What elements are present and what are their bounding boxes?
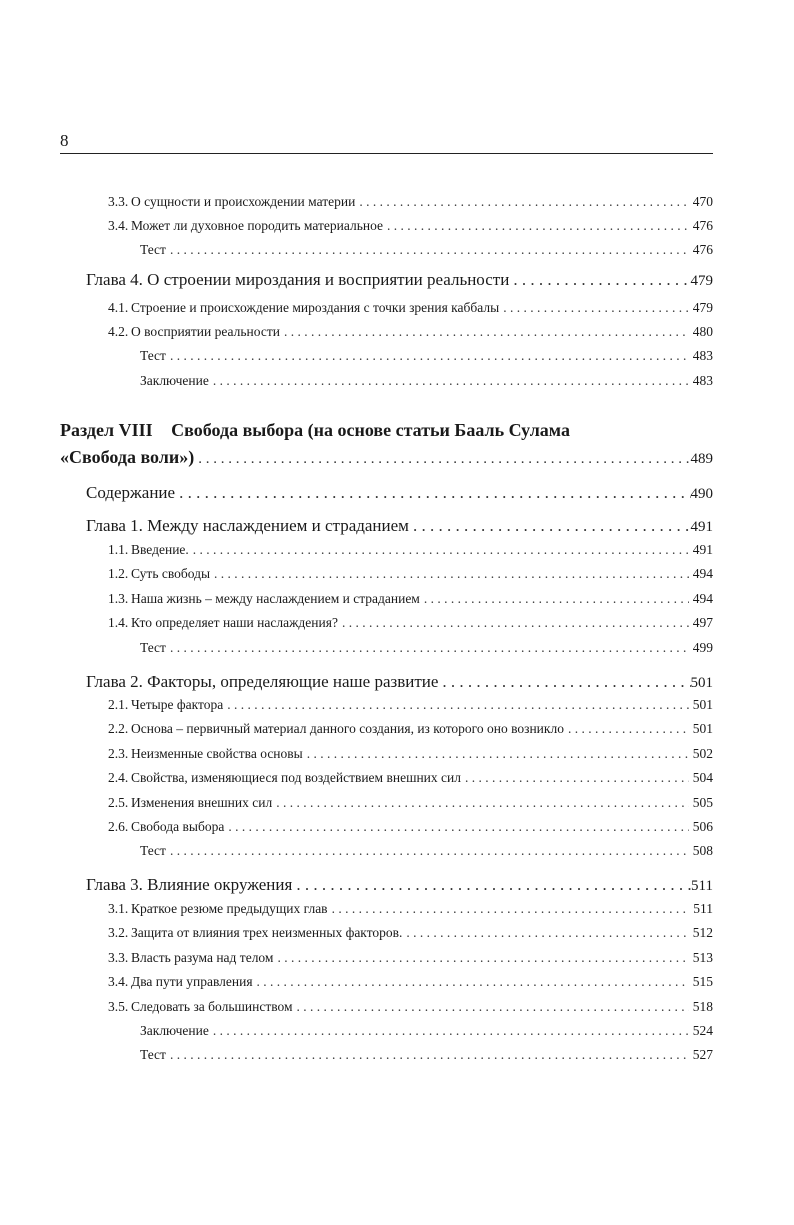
leader-dots [424, 591, 689, 607]
leader-dots [568, 721, 689, 737]
toc-entry[interactable] [108, 925, 713, 945]
entry-number: 1.1. [108, 542, 129, 557]
entry-number: 2.2. [108, 721, 129, 736]
leader-dots [307, 746, 689, 762]
leader-dots [296, 875, 691, 895]
entry-title: Заключение [140, 373, 209, 388]
toc-entry[interactable] [140, 843, 713, 863]
toc-entry[interactable] [108, 218, 713, 238]
toc-entry[interactable] [140, 242, 713, 262]
leader-dots [342, 615, 689, 631]
contents-title: Содержание [86, 483, 176, 502]
leader-dots [284, 324, 689, 340]
leader-dots [297, 999, 689, 1015]
chapter-title: Глава 4. О строении мироздания и восприятии реальности [86, 270, 510, 289]
entry-page: 508 [692, 843, 713, 858]
entry-title: Краткое резюме предыдущих глав [131, 901, 328, 916]
entry-page: 501 [692, 721, 713, 736]
entry-page: 513 [692, 950, 713, 965]
leader-dots [170, 348, 689, 364]
entry-page: 483 [692, 373, 713, 388]
entry-title: Суть свободы [131, 566, 211, 581]
entry-page: 476 [692, 218, 713, 233]
toc-entry[interactable] [108, 974, 713, 994]
entry-number: 2.4. [108, 770, 129, 785]
entry-title: Четыре фактора [131, 697, 224, 712]
leader-dots [442, 672, 690, 692]
toc-entry[interactable] [108, 746, 713, 766]
entry-page: 512 [692, 925, 713, 940]
chapter-page: 511 [691, 878, 713, 894]
entry-title: Основа – первичный материал данного создания, из которого оно возникло [131, 721, 564, 736]
chapter-title: Глава 1. Между наслаждением и страданием [86, 516, 409, 535]
entry-page: 494 [692, 591, 713, 606]
entry-title: Наша жизнь – между наслаждением и страданием [131, 591, 420, 606]
leader-dots [170, 640, 689, 656]
entry-page: 527 [692, 1047, 713, 1062]
entry-page: 483 [692, 348, 713, 363]
toc-entry[interactable] [108, 819, 713, 839]
entry-number: 3.3. [108, 194, 129, 209]
leader-dots [332, 901, 690, 917]
entry-title: Тест [140, 843, 166, 858]
toc-entry[interactable] [108, 615, 713, 635]
leader-dots [406, 925, 688, 941]
leader-dots [193, 542, 689, 558]
entry-title: О восприятии реальности [131, 324, 280, 339]
entry-number: 2.3. [108, 746, 129, 761]
toc-entry[interactable] [108, 901, 713, 921]
entry-number: 4.1. [108, 300, 129, 315]
page-number: 8 [60, 131, 69, 150]
entry-title: Неизменные свойства основы [131, 746, 303, 761]
entry-number: 1.4. [108, 615, 129, 630]
entry-number: 2.5. [108, 795, 129, 810]
leader-dots [213, 1023, 689, 1039]
leader-dots [213, 373, 689, 389]
chapter-page: 501 [690, 675, 713, 691]
entry-title: Тест [140, 348, 166, 363]
toc-entry[interactable] [108, 795, 713, 815]
entry-title: Свобода выбора [131, 819, 225, 834]
section-title: Свобода выбора (на основе статьи Бааль Сулама [171, 420, 570, 440]
entry-number: 3.2. [108, 925, 129, 940]
entry-title: О сущности и происхождении материи [131, 194, 356, 209]
entry-title: Два пути управления [131, 974, 253, 989]
leader-dots [228, 819, 688, 835]
toc-entry[interactable] [108, 721, 713, 741]
leader-dots [413, 516, 691, 536]
entry-page: 494 [692, 566, 713, 581]
entry-page: 515 [692, 974, 713, 989]
toc-entry[interactable] [140, 640, 713, 660]
entry-title: Изменения внешних сил [131, 795, 273, 810]
toc-entry[interactable] [108, 324, 713, 344]
entry-page: 518 [692, 999, 713, 1014]
entry-title: Может ли духовное породить материальное [131, 218, 384, 233]
entry-page: 524 [692, 1023, 713, 1038]
leader-dots [359, 194, 688, 210]
entry-number: 1.3. [108, 591, 129, 606]
entry-number: 4.2. [108, 324, 129, 339]
entry-page: 476 [692, 242, 713, 257]
entry-page: 502 [692, 746, 713, 761]
entry-title: Строение и происхождение мироздания с точки зрения каббалы [131, 300, 500, 315]
entry-page: 470 [692, 194, 713, 209]
leader-dots [170, 843, 689, 859]
toc-entry[interactable] [108, 591, 713, 611]
leader-dots [227, 697, 689, 713]
entry-number: 3.4. [108, 218, 129, 233]
entry-number: 2.6. [108, 819, 129, 834]
leader-dots [277, 950, 688, 966]
entry-number: 2.1. [108, 697, 129, 712]
leader-dots [503, 300, 689, 316]
toc-entry[interactable] [108, 697, 713, 717]
leader-dots [465, 770, 689, 786]
toc-chapter[interactable] [86, 875, 713, 899]
section-heading[interactable] [60, 420, 570, 441]
entry-title: Тест [140, 1047, 166, 1062]
entry-number: 3.3. [108, 950, 129, 965]
entry-page: 497 [692, 615, 713, 630]
entry-number: 3.4. [108, 974, 129, 989]
toc-entry[interactable] [108, 999, 713, 1019]
chapter-page: 479 [690, 273, 713, 289]
leader-dots [513, 270, 690, 290]
entry-page: 501 [692, 697, 713, 712]
entry-page: 504 [692, 770, 713, 785]
leader-dots [387, 218, 689, 234]
toc-entry[interactable] [140, 373, 713, 393]
entry-title: Защита от влияния трех неизменных факторов. [131, 925, 403, 940]
entry-page: 511 [693, 901, 713, 916]
toc-entry[interactable] [140, 348, 713, 368]
toc-chapter[interactable] [86, 270, 713, 294]
leader-dots [198, 451, 690, 468]
section-page: 489 [690, 451, 713, 467]
entry-page: 491 [692, 542, 713, 557]
leader-dots [257, 974, 689, 990]
toc-entry[interactable] [108, 950, 713, 970]
entry-title: Следовать за большинством [131, 999, 293, 1014]
entry-page: 505 [692, 795, 713, 810]
entry-number: 1.2. [108, 566, 129, 581]
leader-dots [179, 483, 690, 503]
toc-contents[interactable] [86, 483, 713, 507]
toc-entry[interactable] [108, 542, 713, 562]
section-label: Раздел VIII [60, 420, 153, 440]
header-rule [60, 153, 713, 154]
entry-number: 3.5. [108, 999, 129, 1014]
toc-entry[interactable] [108, 300, 713, 320]
leader-dots [170, 242, 689, 258]
toc-chapter[interactable] [86, 672, 713, 696]
toc-entry[interactable] [108, 194, 713, 214]
entry-title: Кто определяет наши наслаждения? [131, 615, 338, 630]
entry-number: 3.1. [108, 901, 129, 916]
chapter-title: Глава 2. Факторы, определяющие наше развитие [86, 672, 439, 691]
leader-dots [170, 1047, 689, 1063]
leader-dots [276, 795, 689, 811]
chapter-title: Глава 3. Влияние окружения [86, 875, 293, 894]
entry-page: 479 [692, 300, 713, 315]
toc-entry[interactable] [108, 566, 713, 586]
entry-title: Тест [140, 242, 166, 257]
toc-entry[interactable] [140, 1023, 713, 1043]
toc-chapter[interactable] [86, 516, 713, 540]
entry-title: Власть разума над телом [131, 950, 274, 965]
contents-page: 490 [690, 486, 713, 502]
section-title-continued: «Свобода воли») [60, 447, 195, 467]
toc-entry[interactable] [140, 1047, 713, 1067]
entry-title: Свойства, изменяющиеся под воздействием внешних сил [131, 770, 461, 785]
chapter-page: 491 [690, 519, 713, 535]
leader-dots [214, 566, 689, 582]
toc-entry[interactable] [108, 770, 713, 790]
entry-title: Заключение [140, 1023, 209, 1038]
entry-title: Тест [140, 640, 166, 655]
entry-page: 499 [692, 640, 713, 655]
entry-page: 506 [692, 819, 713, 834]
entry-title: Введение. [131, 542, 189, 557]
entry-page: 480 [692, 324, 713, 339]
section-heading-continued[interactable] [60, 447, 713, 473]
